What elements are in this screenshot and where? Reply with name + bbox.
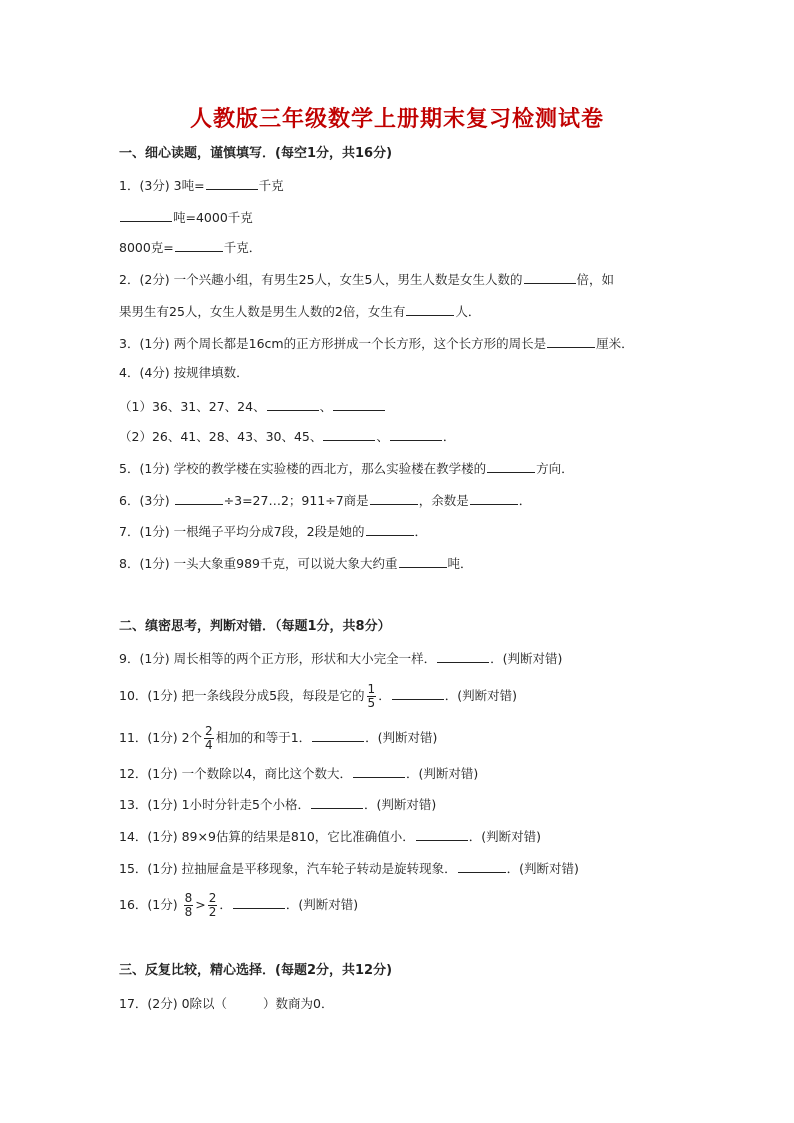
- answer-blank[interactable]: [366, 522, 414, 536]
- answer-blank[interactable]: [392, 686, 444, 700]
- answer-blank[interactable]: [333, 397, 385, 411]
- section-heading-2: 二、缜密思考，判断对错．（每题1分，共8分）: [119, 619, 391, 634]
- answer-blank[interactable]: [206, 176, 258, 190]
- answer-blank[interactable]: [547, 334, 595, 348]
- question-1-line-2: 吨=4000千克: [119, 208, 253, 227]
- answer-blank[interactable]: [487, 459, 535, 473]
- answer-blank[interactable]: [353, 764, 405, 778]
- answer-blank[interactable]: [406, 302, 454, 316]
- answer-blank[interactable]: [323, 427, 375, 441]
- answer-blank[interactable]: [524, 270, 576, 284]
- answer-blank[interactable]: [267, 397, 319, 411]
- answer-blank[interactable]: [390, 427, 442, 441]
- question-2-line-1: 2．(2分) 一个兴趣小组，有男生25人，女生5人，男生人数是女生人数的 倍，如: [119, 272, 615, 287]
- question-16: 16．(1分) $\frac{8}{8}$ > $\frac{2}{2}$ ． ．(判断对错): [119, 891, 359, 919]
- section-heading-1: 一、细心读题，谨慎填写．(每空1分，共16分): [119, 146, 393, 161]
- question-4: 4．(4分) 按规律填数．: [119, 365, 249, 380]
- answer-blank[interactable]: [120, 208, 172, 222]
- answer-blank[interactable]: [175, 491, 223, 505]
- question-1-line-1: 1．(3分) 3吨= 千克: [119, 178, 284, 193]
- question-5: 5．(1分) 学校的教学楼在实验楼的西北方，那么实验楼在教学楼的 方向．: [119, 461, 574, 476]
- question-2-line-2: 果男生有25人，女生人数是男生人数的2倍，女生有 人．: [119, 304, 481, 319]
- answer-blank[interactable]: [458, 859, 506, 873]
- question-4-part-2: （2）26、41、28、43、30、45、 、 ．: [119, 429, 456, 444]
- answer-blank[interactable]: [233, 895, 285, 909]
- page-title: 人教版三年级数学上册期末复习检测试卷: [189, 107, 604, 132]
- answer-blank[interactable]: [311, 795, 363, 809]
- question-3: 3．(1分) 两个周长都是16cm的正方形拼成一个长方形，这个长方形的周长是 厘米．: [119, 336, 634, 351]
- question-10: 10．(1分) 把一条线段分成5段，每段是它的 $\frac{1}{5}$ ． ．(判断对错): [119, 682, 517, 710]
- section-heading-3: 三、反复比较，精心选择．(每题2分，共12分): [119, 963, 393, 978]
- question-15: 15．(1分) 拉抽屉盒是平移现象，汽车轮子转动是旋转现象． ．(判断对错): [119, 861, 579, 876]
- question-13: 13．(1分) 1小时分针走5个小格． ．(判断对错): [119, 797, 437, 812]
- question-7: 7．(1分) 一根绳子平均分成7段，2段是她的 ．: [119, 524, 428, 539]
- answer-blank[interactable]: [470, 491, 518, 505]
- question-12: 12．(1分) 一个数除以4，商比这个数大． ．(判断对错): [119, 766, 479, 781]
- question-1-line-3: 8000克= 千克．: [119, 240, 262, 255]
- answer-blank[interactable]: [437, 649, 489, 663]
- question-6: 6．(3分) ÷3=27…2；911÷7商是 ，余数是 ．: [119, 493, 532, 508]
- fraction: $\frac{2}{2}$: [208, 891, 217, 919]
- answer-blank[interactable]: [399, 554, 447, 568]
- question-4-part-1: （1）36、31、27、24、 、: [119, 397, 386, 416]
- question-9: 9．(1分) 周长相等的两个正方形，形状和大小完全一样． ．(判断对错): [119, 651, 563, 666]
- fraction: $\frac{2}{4}$: [205, 724, 213, 752]
- fraction: $\frac{8}{8}$: [184, 891, 193, 919]
- question-17: 17．(2分) 0除以（ ）数商为0．: [119, 996, 334, 1011]
- question-11: 11．(1分) 2个 $\frac{2}{4}$ 相加的和等于1． ．(判断对错): [119, 724, 438, 752]
- question-8: 8．(1分) 一头大象重989千克，可以说大象大约重 吨．: [119, 556, 473, 571]
- question-14: 14．(1分) 89×9估算的结果是810，它比准确值小． ．(判断对错): [119, 829, 542, 844]
- answer-blank[interactable]: [416, 827, 468, 841]
- answer-blank[interactable]: [370, 491, 418, 505]
- answer-blank[interactable]: [312, 728, 364, 742]
- fraction: $\frac{1}{5}$: [367, 682, 376, 710]
- answer-blank[interactable]: [175, 238, 223, 252]
